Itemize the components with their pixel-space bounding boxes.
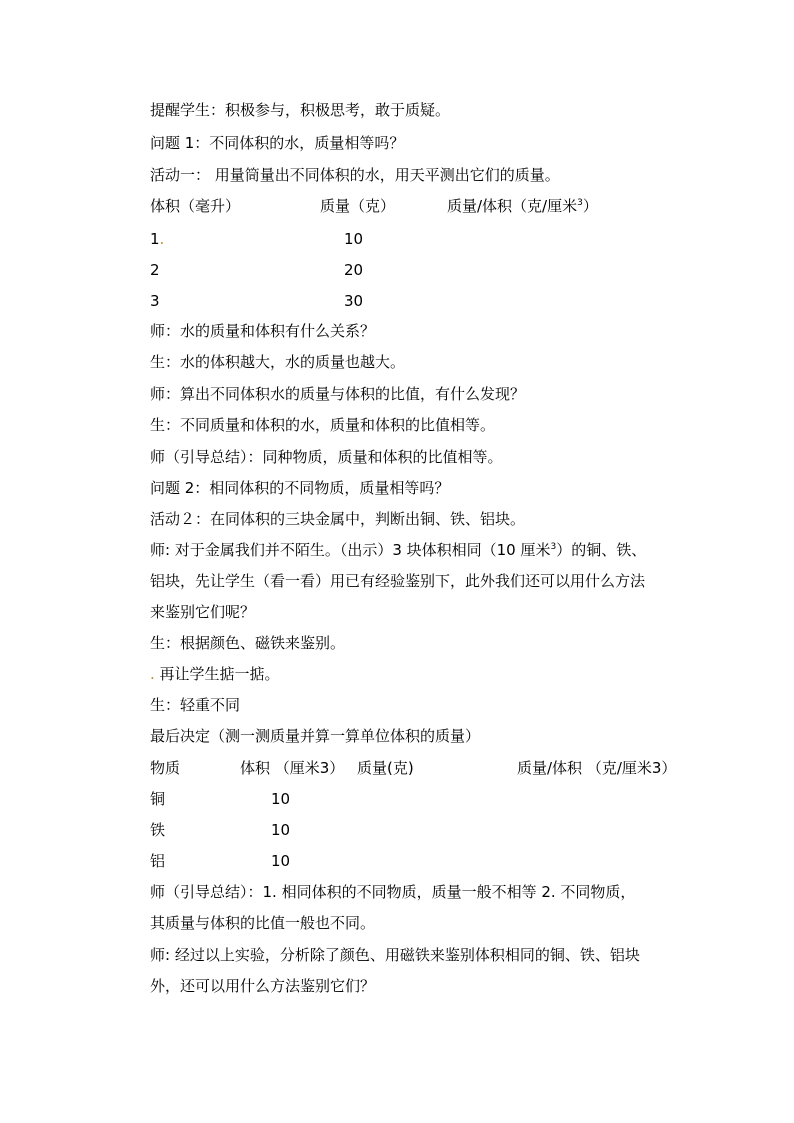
teacher-line-4: 师: 经过以上实验，分析除了颜色、用磁铁来鉴别体积相同的铜、铁、铝块: [150, 946, 640, 964]
table2-header-substance: 物质: [150, 759, 181, 777]
table1-row3-volume: 3: [150, 292, 160, 310]
teacher-summary-2-cont: 其质量与体积的比值一般也不同。: [150, 914, 376, 932]
student-line-4: 生：轻重不同: [150, 696, 241, 714]
teacher-summary-1: 师（引导总结）：同种物质，质量和体积的比值相等。: [150, 448, 503, 466]
teacher-line-3: 师: 对于金属我们并不陌生。（出示）3 块体积相同（10 厘米$^3$）的铜、铁、: [150, 541, 647, 559]
question-2: 问题 2：相同体积的不同物质，质量相等吗？: [150, 479, 450, 497]
final-decision: 最后决定（测一测质量并算一算单位体积的质量）: [150, 727, 481, 745]
reminder-text: 提醒学生：积极参与，积极思考，敢于质疑。: [150, 101, 451, 119]
table2-header-volume: 体积 （厘米3）: [240, 759, 345, 777]
table1-row1-mass: 10: [344, 230, 364, 248]
table1-row1-volume: 1.: [150, 230, 165, 248]
table1-header-volume: 体积（毫升）: [150, 197, 241, 215]
teacher-line-3-cont: 铝块，先让学生（看一看）用已有经验鉴别下，此外我们还可以用什么方法: [150, 572, 646, 590]
student-line-2: 生：不同质量和体积的水，质量和体积的比值相等。: [150, 416, 496, 434]
table2-row2-substance: 铁: [150, 821, 166, 839]
teacher-line-1: 师：水的质量和体积有什么关系？: [150, 322, 376, 340]
table1-row2-volume: 2: [150, 261, 160, 279]
table2-header-mass: 质量(克): [357, 759, 414, 777]
table1-header-density: 质量/体积（克/厘米$^3$）: [447, 197, 598, 215]
table1-row3-mass: 30: [344, 292, 364, 310]
table2-row1-substance: 铜: [150, 790, 166, 808]
table2-row3-substance: 铝: [150, 852, 166, 870]
table2-row3-volume: 10: [271, 852, 291, 870]
table2-header-density: 质量/体积 （克/厘米3）: [517, 759, 677, 777]
table1-row2-mass: 20: [344, 261, 364, 279]
table2-row1-volume: 10: [271, 790, 291, 808]
teacher-line-4-cont: 外，还可以用什么方法鉴别它们？: [150, 977, 376, 995]
table1-header-mass: 质量（克）: [320, 197, 396, 215]
student-line-1: 生：水的体积越大，水的质量也越大。: [150, 353, 406, 371]
teacher-line-3-end: 来鉴别它们呢？: [150, 603, 256, 621]
teacher-summary-2: 师（引导总结）：1. 相同体积的不同物质，质量一般不相等 2. 不同物质，: [150, 883, 636, 901]
instruction-line: . 再让学生掂一掂。: [150, 665, 280, 683]
activity-2: 活动２：在同体积的三块金属中，判断出铜、铁、铝块。: [150, 510, 526, 528]
student-line-3: 生：根据颜色、磁铁来鉴别。: [150, 634, 346, 652]
teacher-line-2: 师：算出不同体积水的质量与体积的比值，有什么发现？: [150, 385, 526, 403]
activity-1: 活动一： 用量筒量出不同体积的水，用天平测出它们的质量。: [150, 166, 560, 184]
question-1: 问题 1：不同体积的水，质量相等吗？: [150, 134, 405, 152]
table2-row2-volume: 10: [271, 821, 291, 839]
